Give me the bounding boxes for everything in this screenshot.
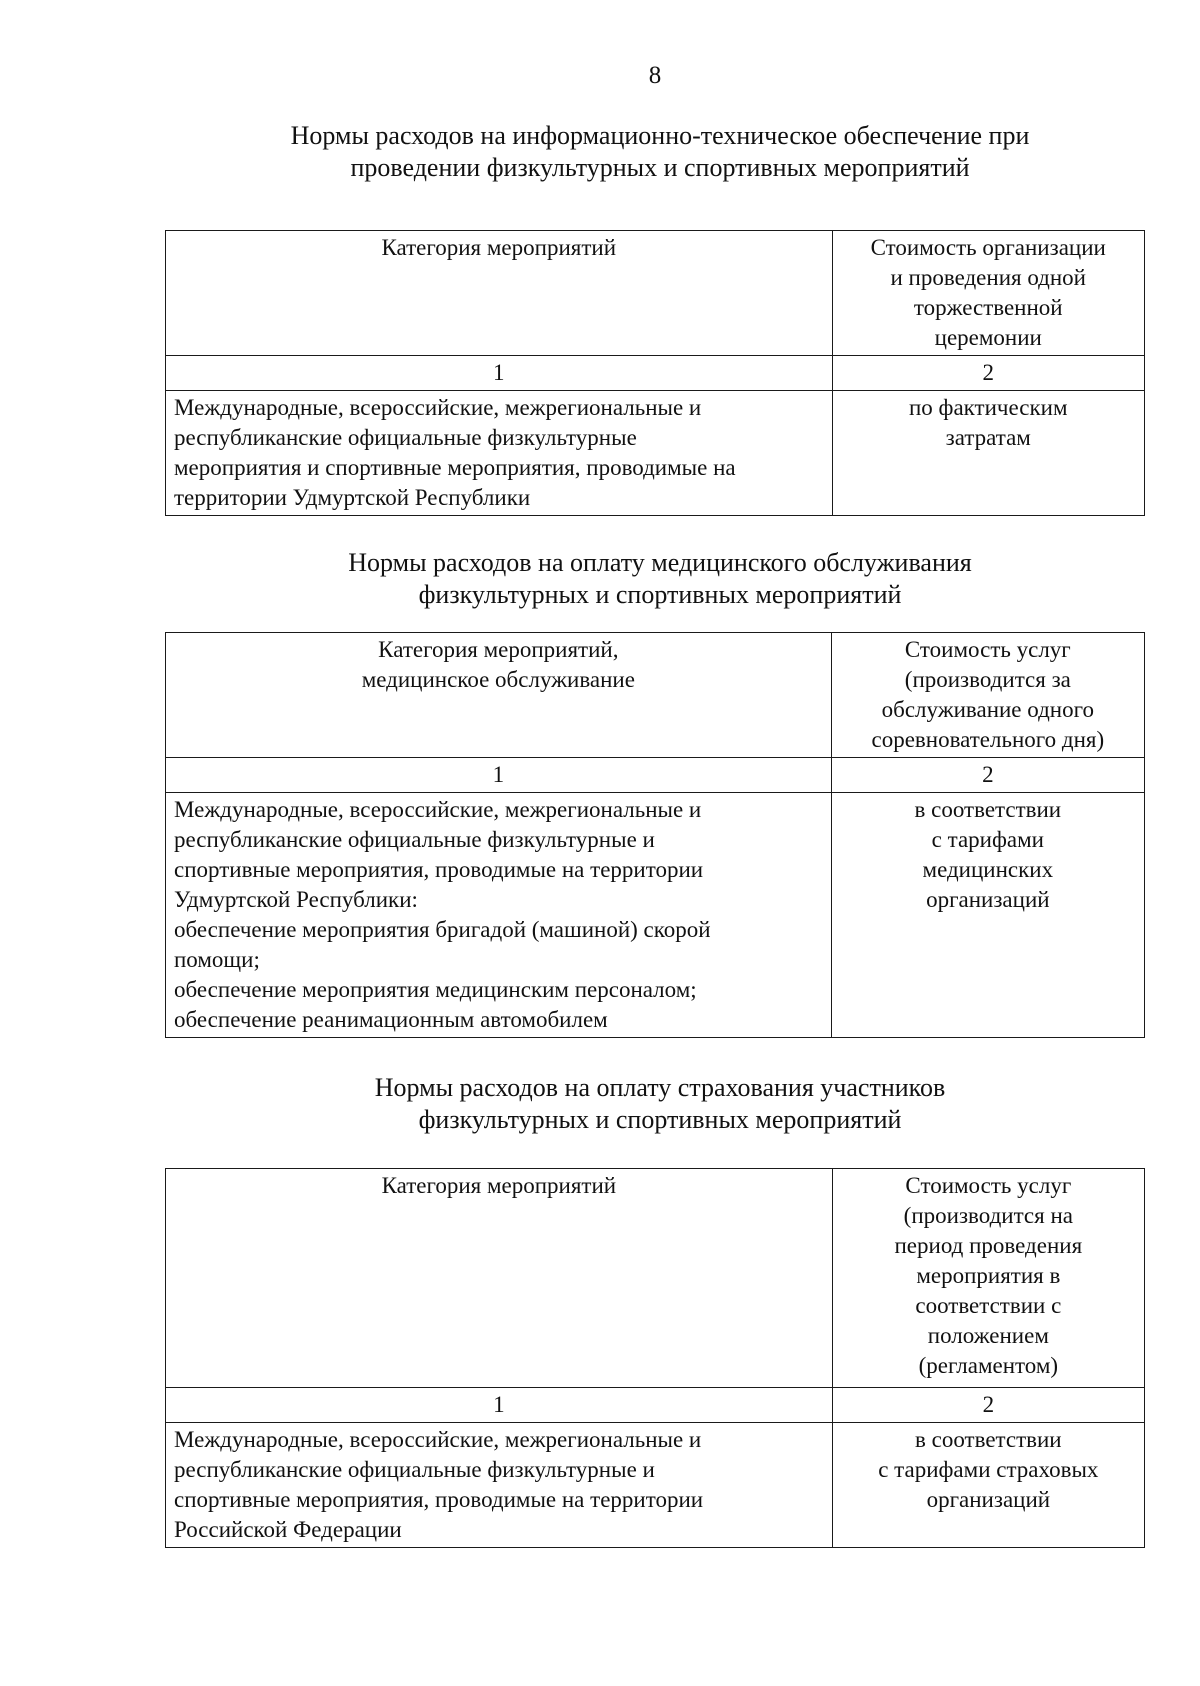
row-cost	[832, 1423, 1144, 1548]
row-category	[166, 391, 833, 516]
row-text: обеспечение мероприятия бригадой (машиной) скорой	[174, 917, 711, 942]
row-text: республиканские официальные физкультурные и	[174, 1457, 655, 1482]
row-text: мероприятия и спортивные мероприятия, проводимые на	[174, 455, 736, 480]
header-text: мероприятия в	[916, 1263, 1061, 1288]
row-text: медицинских	[922, 857, 1054, 882]
header-category	[166, 1169, 833, 1388]
row-text: спортивные мероприятия, проводимые на территории	[174, 857, 704, 882]
row-text: помощи;	[174, 947, 260, 972]
section-title-line: физкультурных и спортивных мероприятий	[418, 580, 902, 609]
table-header-row	[166, 231, 1145, 356]
column-number: 2	[832, 1388, 1144, 1423]
page-number: 8	[648, 62, 662, 89]
table-it-support	[165, 230, 1145, 516]
row-text: с тарифами страховых	[878, 1457, 1099, 1482]
table-medical	[165, 632, 1145, 1038]
column-number: 2	[831, 758, 1144, 793]
header-text: Стоимость услуг	[904, 637, 1071, 662]
table-header-row	[166, 633, 1145, 758]
row-text: обеспечение мероприятия медицинским персоналом;	[174, 977, 697, 1002]
row-text: в соответствии	[915, 1427, 1062, 1452]
column-number: 1	[166, 356, 833, 391]
table-number-row	[166, 356, 1145, 391]
section-title-line: Нормы расходов на информационно-техническое обеспечение при	[290, 121, 1030, 150]
row-text: организаций	[926, 1487, 1051, 1512]
row-text: спортивные мероприятия, проводимые на территории	[174, 1487, 704, 1512]
header-text: Категория мероприятий	[381, 235, 617, 260]
row-text: Международные, всероссийские, межрегиональные и	[174, 1427, 702, 1452]
row-text: Российской Федерации	[174, 1517, 402, 1542]
header-text: Категория мероприятий,	[378, 637, 619, 662]
header-text: Стоимость услуг	[905, 1173, 1072, 1198]
row-category	[166, 793, 832, 1038]
row-cost	[831, 793, 1144, 1038]
row-text: Международные, всероссийские, межрегиональные и	[174, 395, 702, 420]
section-title-insurance	[160, 1072, 1160, 1136]
header-text: церемонии	[934, 325, 1042, 350]
table-row	[166, 793, 1145, 1038]
table-header-row	[166, 1169, 1145, 1388]
header-text: и проведения одной	[890, 265, 1086, 290]
section-title-line: Нормы расходов на оплату страхования участников	[374, 1073, 946, 1102]
row-text: по фактическим	[909, 395, 1068, 420]
row-text: республиканские официальные физкультурные и	[174, 827, 655, 852]
section-title-line: проведении физкультурных и спортивных мероприятий	[350, 153, 970, 182]
row-text: в соответствии	[914, 797, 1062, 822]
header-text: (производится за	[904, 667, 1071, 692]
column-number: 2	[832, 356, 1145, 391]
table-insurance	[165, 1168, 1145, 1548]
row-text: республиканские официальные физкультурные	[174, 425, 637, 450]
row-text: с тарифами	[931, 827, 1044, 852]
header-text: положением	[927, 1323, 1049, 1348]
header-text: период проведения	[894, 1233, 1083, 1258]
header-category	[166, 231, 833, 356]
table-row	[166, 1423, 1145, 1548]
header-text: медицинское обслуживание	[361, 667, 635, 692]
row-text: Удмуртской Республики:	[174, 887, 418, 912]
table-number-row	[166, 758, 1145, 793]
section-title-medical	[160, 547, 1160, 611]
header-text: обслуживание одного	[881, 697, 1094, 722]
header-category	[166, 633, 832, 758]
header-text: Стоимость организации	[870, 235, 1106, 260]
row-text: обеспечение реанимационным автомобилем	[174, 1007, 608, 1032]
header-cost	[832, 231, 1145, 356]
header-text: соответствии с	[915, 1293, 1062, 1318]
table-number-row	[166, 1388, 1145, 1423]
section-title-line: физкультурных и спортивных мероприятий	[418, 1105, 902, 1134]
header-text: (производится на	[903, 1203, 1073, 1228]
header-text: (регламентом)	[918, 1353, 1059, 1378]
header-text: торжественной	[913, 295, 1063, 320]
column-number: 1	[166, 1388, 833, 1423]
header-cost	[831, 633, 1144, 758]
header-text: соревновательного дня)	[871, 727, 1105, 752]
row-text: организаций	[926, 887, 1050, 912]
row-text: территории Удмуртской Республики	[174, 485, 531, 510]
row-category	[166, 1423, 833, 1548]
section-title-it-support	[160, 120, 1160, 184]
row-cost	[832, 391, 1145, 516]
header-cost	[832, 1169, 1144, 1388]
row-text: Международные, всероссийские, межрегиональные и	[174, 797, 702, 822]
table-row	[166, 391, 1145, 516]
column-number: 1	[166, 758, 832, 793]
row-text: затратам	[945, 425, 1031, 450]
header-text: Категория мероприятий	[381, 1173, 617, 1198]
section-title-line: Нормы расходов на оплату медицинского обслуживания	[348, 548, 972, 577]
